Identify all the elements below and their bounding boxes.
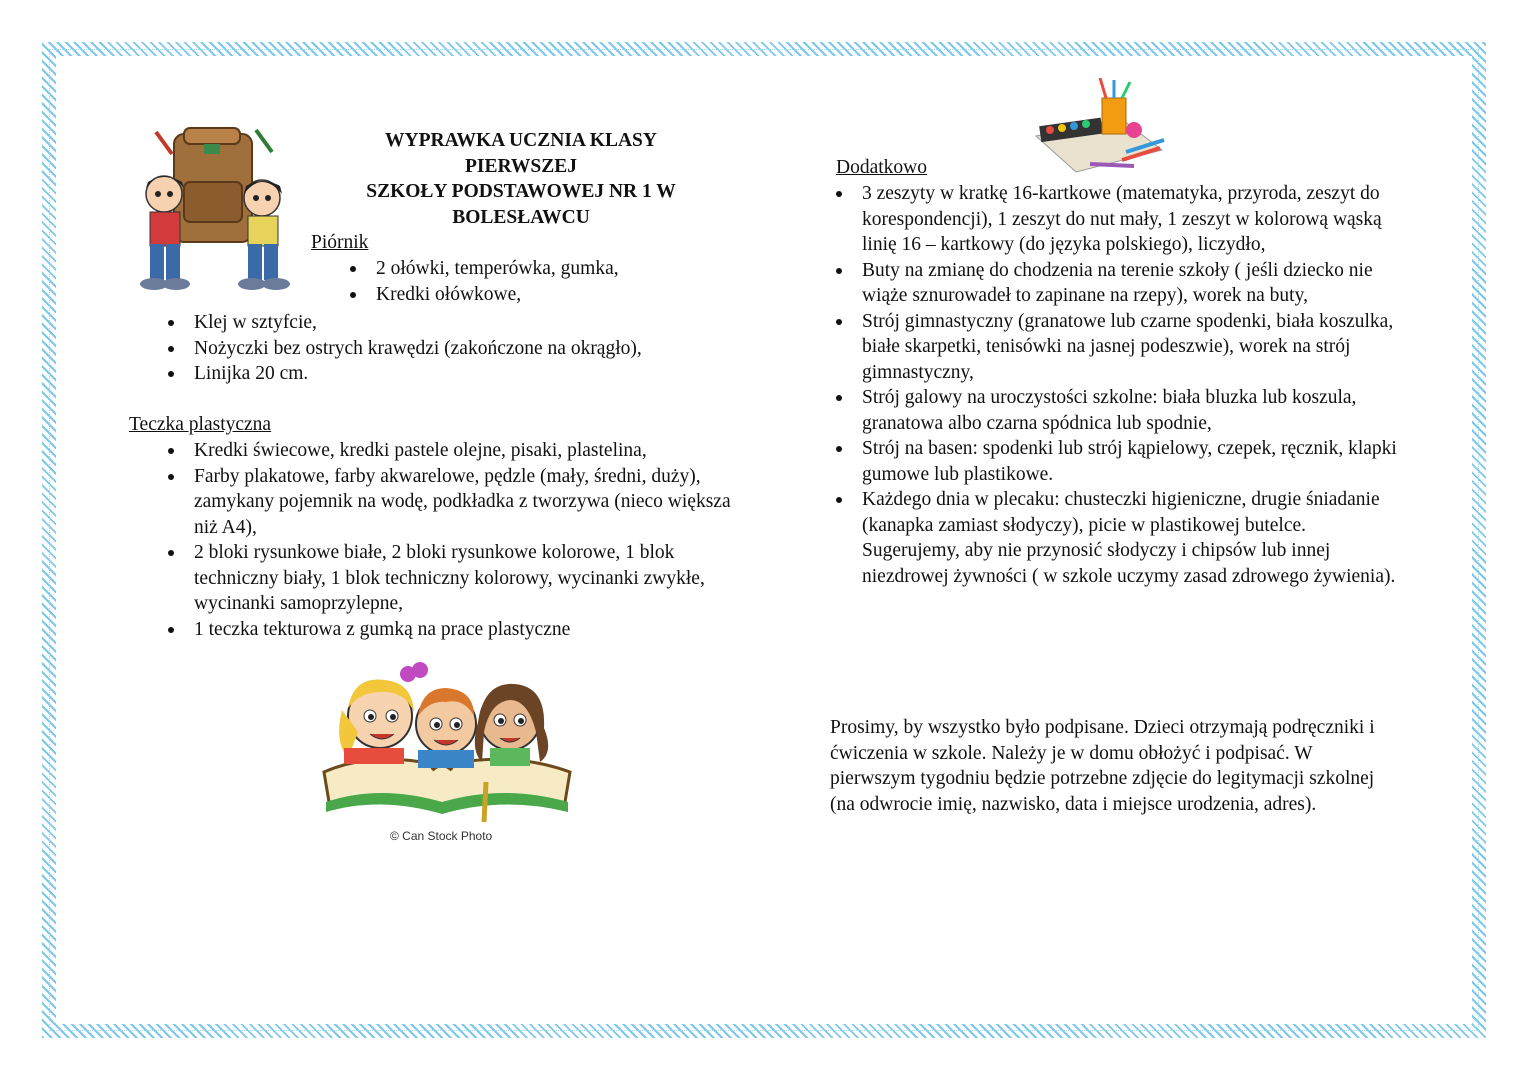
list-item: Nożyczki bez ostrych krawędzi (zakończone na okrągło),	[194, 336, 754, 362]
list-item: Klej w sztyfcie,	[194, 310, 754, 336]
dodatkowo-list	[862, 181, 1402, 589]
title-line: WYPRAWKA UCZNIA KLASY	[385, 130, 657, 151]
list-item: Kredki ołówkowe,	[376, 282, 706, 308]
section-heading-teczka: Teczka plastyczna	[129, 414, 272, 435]
piornik-list	[376, 256, 706, 307]
teczka-list	[194, 438, 740, 642]
list-item: Strój gimnastyczny (granatowe lub czarne spodenki, biała koszulka, białe skarpetki, tenisówki na jasnej podeszwie), worek na strój gimnastyczny,	[862, 309, 1402, 386]
section-heading-dodatkowo: Dodatkowo	[836, 157, 927, 178]
supplies-list	[194, 310, 754, 387]
page-title	[330, 128, 712, 230]
list-item: Linijka 20 cm.	[194, 361, 754, 387]
closing-paragraph: Prosimy, by wszystko było podpisane. Dzieci otrzymają podręczniki i ćwiczenia w szkole. Należy je w domu obłożyć i podpisać. W pierwszym tygodniu będzie potrzebne zdjęcie do legitymacji szkolnej (na odwrocie imię, nazwisko, data i miejsce urodzenia, adres).	[830, 717, 1375, 815]
list-item: 3 zeszyty w kratkę 16-kartkowe (matematyka, przyroda, zeszyt do korespondencji), 1 zeszyt do nut mały, 1 zeszyt w kolorową wąską linię 16 – kartkowy (do języka polskiego), liczydło,	[862, 181, 1402, 258]
list-item: 1 teczka tekturowa z gumką na prace plastyczne	[194, 617, 740, 643]
list-item: Strój na basen: spodenki lub strój kąpielowy, czepek, ręcznik, klapki gumowe lub plastikowe.	[862, 436, 1402, 487]
section-heading-piornik: Piórnik	[311, 232, 369, 253]
list-item: 2 bloki rysunkowe białe, 2 bloki rysunkowe kolorowe, 1 blok techniczny biały, 1 blok techniczny kolorowy, wycinanki zwykłe, wycinanki samoprzylepne,	[194, 540, 740, 617]
list-item: Strój galowy na uroczystości szkolne: biała bluzka lub koszula, granatowa albo czarna spódnica lub spodnie,	[862, 385, 1402, 436]
list-item: Każdego dnia w plecaku: chusteczki higieniczne, drugie śniadanie (kanapka zamiast słodyczy), picie w plastikowej butelce. Sugerujemy, aby nie przynosić słodyczy i chipsów lub innej niezdrowej żywności ( w szkole uczymy zasad zdrowego żywienia).	[862, 487, 1402, 589]
list-item: 2 ołówki, temperówka, gumka,	[376, 256, 706, 282]
art-supplies-illustration	[1030, 78, 1170, 176]
list-item: Buty na zmianę do chodzenia na terenie szkoły ( jeśli dziecko nie wiąże sznurowadeł to zapinane na rzepy), worek na buty,	[862, 258, 1402, 309]
title-line: PIERWSZEJ	[464, 155, 577, 177]
title-line: SZKOŁY PODSTAWOWEJ NR 1 W	[366, 181, 676, 202]
kids-reading-book-illustration	[314, 662, 580, 824]
title-line: BOLESŁAWCU	[452, 206, 590, 228]
watermark-text: © Can Stock Photo	[390, 829, 493, 843]
list-item: Farby plakatowe, farby akwarelowe, pędzle (mały, średni, duży), zamykany pojemnik na wodę, podkładka z tworzywa (nieco większa niż A4),	[194, 464, 740, 541]
kids-with-backpack-illustration	[126, 124, 296, 296]
list-item: Kredki świecowe, kredki pastele olejne, pisaki, plastelina,	[194, 438, 740, 464]
